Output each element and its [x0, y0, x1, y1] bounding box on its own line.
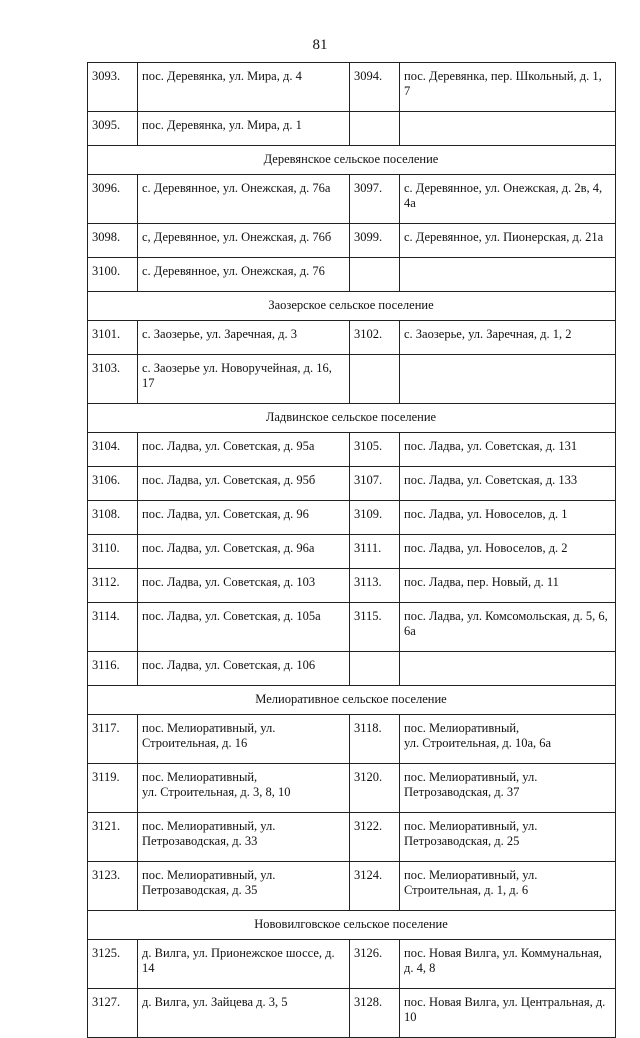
entry-address: пос. Ладва, ул. Советская, д. 103 — [138, 569, 350, 603]
entry-address: пос. Ладва, ул. Советская, д. 96 — [138, 501, 350, 535]
entry-address: д. Вилга, ул. Прионежское шоссе, д. 14 — [138, 940, 350, 989]
entry-address — [400, 258, 616, 292]
section-header-row — [88, 404, 616, 433]
entry-address: с. Заозерье, ул. Заречная, д. 3 — [138, 321, 350, 355]
entry-address: пос. Мелиоративный, ул. Петрозаводская, д. 37 — [400, 764, 616, 813]
table-row — [88, 989, 616, 1038]
entry-number: 3097. — [350, 175, 400, 224]
section-title: Нововилговское сельское поселение — [88, 911, 616, 940]
entry-address: пос. Ладва, пер. Новый, д. 11 — [400, 569, 616, 603]
entry-number: 3116. — [88, 652, 138, 686]
table-row — [88, 715, 616, 764]
entry-address — [400, 112, 616, 146]
table-row — [88, 467, 616, 501]
section-title: Мелиоративное сельское поселение — [88, 686, 616, 715]
section-title: Деревянское сельское поселение — [88, 146, 616, 175]
address-table — [87, 62, 616, 1038]
entry-number: 3104. — [88, 433, 138, 467]
entry-address: пос. Мелиоративный, ул. Петрозаводская, д. 33 — [138, 813, 350, 862]
entry-address: пос. Ладва, ул. Советская, д. 131 — [400, 433, 616, 467]
entry-address: пос. Мелиоративный, ул. Строительная, д. 10а, 6а — [400, 715, 616, 764]
entry-number: 3111. — [350, 535, 400, 569]
table-row — [88, 355, 616, 404]
entry-address: с. Деревянное, ул. Онежская, д. 76 — [138, 258, 350, 292]
entry-address: с. Деревянное, ул. Онежская, д. 2в, 4, 4а — [400, 175, 616, 224]
entry-number: 3103. — [88, 355, 138, 404]
entry-number — [350, 652, 400, 686]
section-header-row — [88, 911, 616, 940]
entry-address: с. Деревянное, ул. Пионерская, д. 21а — [400, 224, 616, 258]
table-row — [88, 258, 616, 292]
entry-number: 3105. — [350, 433, 400, 467]
entry-number: 3096. — [88, 175, 138, 224]
entry-address: пос. Ладва, ул. Советская, д. 95а — [138, 433, 350, 467]
entry-address: пос. Ладва, ул. Советская, д. 96а — [138, 535, 350, 569]
entry-address: пос. Ладва, ул. Советская, д. 105а — [138, 603, 350, 652]
entry-address — [400, 355, 616, 404]
entry-number: 3118. — [350, 715, 400, 764]
entry-number: 3122. — [350, 813, 400, 862]
entry-number — [350, 355, 400, 404]
section-header-row — [88, 146, 616, 175]
entry-number: 3120. — [350, 764, 400, 813]
entry-address: с. Заозерье, ул. Заречная, д. 1, 2 — [400, 321, 616, 355]
section-title: Заозерское сельское поселение — [88, 292, 616, 321]
entry-address: пос. Мелиоративный, ул. Строительная, д. 3, 8, 10 — [138, 764, 350, 813]
table-row — [88, 63, 616, 112]
entry-number: 3127. — [88, 989, 138, 1038]
page-number: 81 — [312, 37, 328, 53]
entry-address: пос. Новая Вилга, ул. Центральная, д. 10 — [400, 989, 616, 1038]
table-row — [88, 433, 616, 467]
entry-number: 3123. — [88, 862, 138, 911]
entry-number: 3099. — [350, 224, 400, 258]
table-row — [88, 813, 616, 862]
entry-address: с, Деревянное, ул. Онежская, д. 76б — [138, 224, 350, 258]
table-row — [88, 112, 616, 146]
table-row — [88, 321, 616, 355]
entry-number: 3107. — [350, 467, 400, 501]
table-row — [88, 862, 616, 911]
entry-address: пос. Ладва, ул. Новоселов, д. 2 — [400, 535, 616, 569]
entry-address: д. Вилга, ул. Зайцева д. 3, 5 — [138, 989, 350, 1038]
entry-number: 3117. — [88, 715, 138, 764]
entry-number: 3106. — [88, 467, 138, 501]
entry-address: пос. Ладва, ул. Советская, д. 106 — [138, 652, 350, 686]
entry-address: с. Деревянное, ул. Онежская, д. 76а — [138, 175, 350, 224]
entry-address: пос. Деревянка, пер. Школьный, д. 1, 7 — [400, 63, 616, 112]
table-row — [88, 535, 616, 569]
entry-address: пос. Мелиоративный, ул. Строительная, д. 16 — [138, 715, 350, 764]
entry-number: 3113. — [350, 569, 400, 603]
entry-number: 3119. — [88, 764, 138, 813]
table-row — [88, 603, 616, 652]
entry-number: 3095. — [88, 112, 138, 146]
entry-number — [350, 258, 400, 292]
entry-number: 3125. — [88, 940, 138, 989]
entry-address: пос. Ладва, ул. Советская, д. 133 — [400, 467, 616, 501]
entry-number: 3112. — [88, 569, 138, 603]
section-header-row — [88, 686, 616, 715]
table-row — [88, 501, 616, 535]
entry-number: 3124. — [350, 862, 400, 911]
entry-number: 3102. — [350, 321, 400, 355]
entry-number: 3100. — [88, 258, 138, 292]
entry-address: пос. Ладва, ул. Советская, д. 95б — [138, 467, 350, 501]
entry-address: пос. Мелиоративный, ул. Петрозаводская, д. 25 — [400, 813, 616, 862]
address-table-body — [88, 63, 616, 1038]
entry-number: 3098. — [88, 224, 138, 258]
entry-address: пос. Ладва, ул. Новоселов, д. 1 — [400, 501, 616, 535]
entry-number: 3128. — [350, 989, 400, 1038]
entry-address: пос. Деревянка, ул. Мира, д. 4 — [138, 63, 350, 112]
entry-number: 3115. — [350, 603, 400, 652]
entry-number: 3101. — [88, 321, 138, 355]
entry-number: 3093. — [88, 63, 138, 112]
table-row — [88, 569, 616, 603]
entry-number: 3109. — [350, 501, 400, 535]
entry-number: 3114. — [88, 603, 138, 652]
entry-number: 3110. — [88, 535, 138, 569]
entry-address: с. Заозерье ул. Новоручейная, д. 16, 17 — [138, 355, 350, 404]
section-title: Ладвинское сельское поселение — [88, 404, 616, 433]
entry-address — [400, 652, 616, 686]
entry-number: 3094. — [350, 63, 400, 112]
table-row — [88, 940, 616, 989]
entry-address: пос. Ладва, ул. Комсомольская, д. 5, 6, 6а — [400, 603, 616, 652]
section-header-row — [88, 292, 616, 321]
entry-address: пос. Мелиоративный, ул. Петрозаводская, д. 35 — [138, 862, 350, 911]
entry-number: 3121. — [88, 813, 138, 862]
table-row — [88, 224, 616, 258]
entry-number: 3126. — [350, 940, 400, 989]
entry-address: пос. Мелиоративный, ул. Строительная, д. 1, д. 6 — [400, 862, 616, 911]
entry-number: 3108. — [88, 501, 138, 535]
entry-number — [350, 112, 400, 146]
entry-address: пос. Новая Вилга, ул. Коммунальная, д. 4, 8 — [400, 940, 616, 989]
table-row — [88, 175, 616, 224]
table-row — [88, 764, 616, 813]
entry-address: пос. Деревянка, ул. Мира, д. 1 — [138, 112, 350, 146]
table-row — [88, 652, 616, 686]
